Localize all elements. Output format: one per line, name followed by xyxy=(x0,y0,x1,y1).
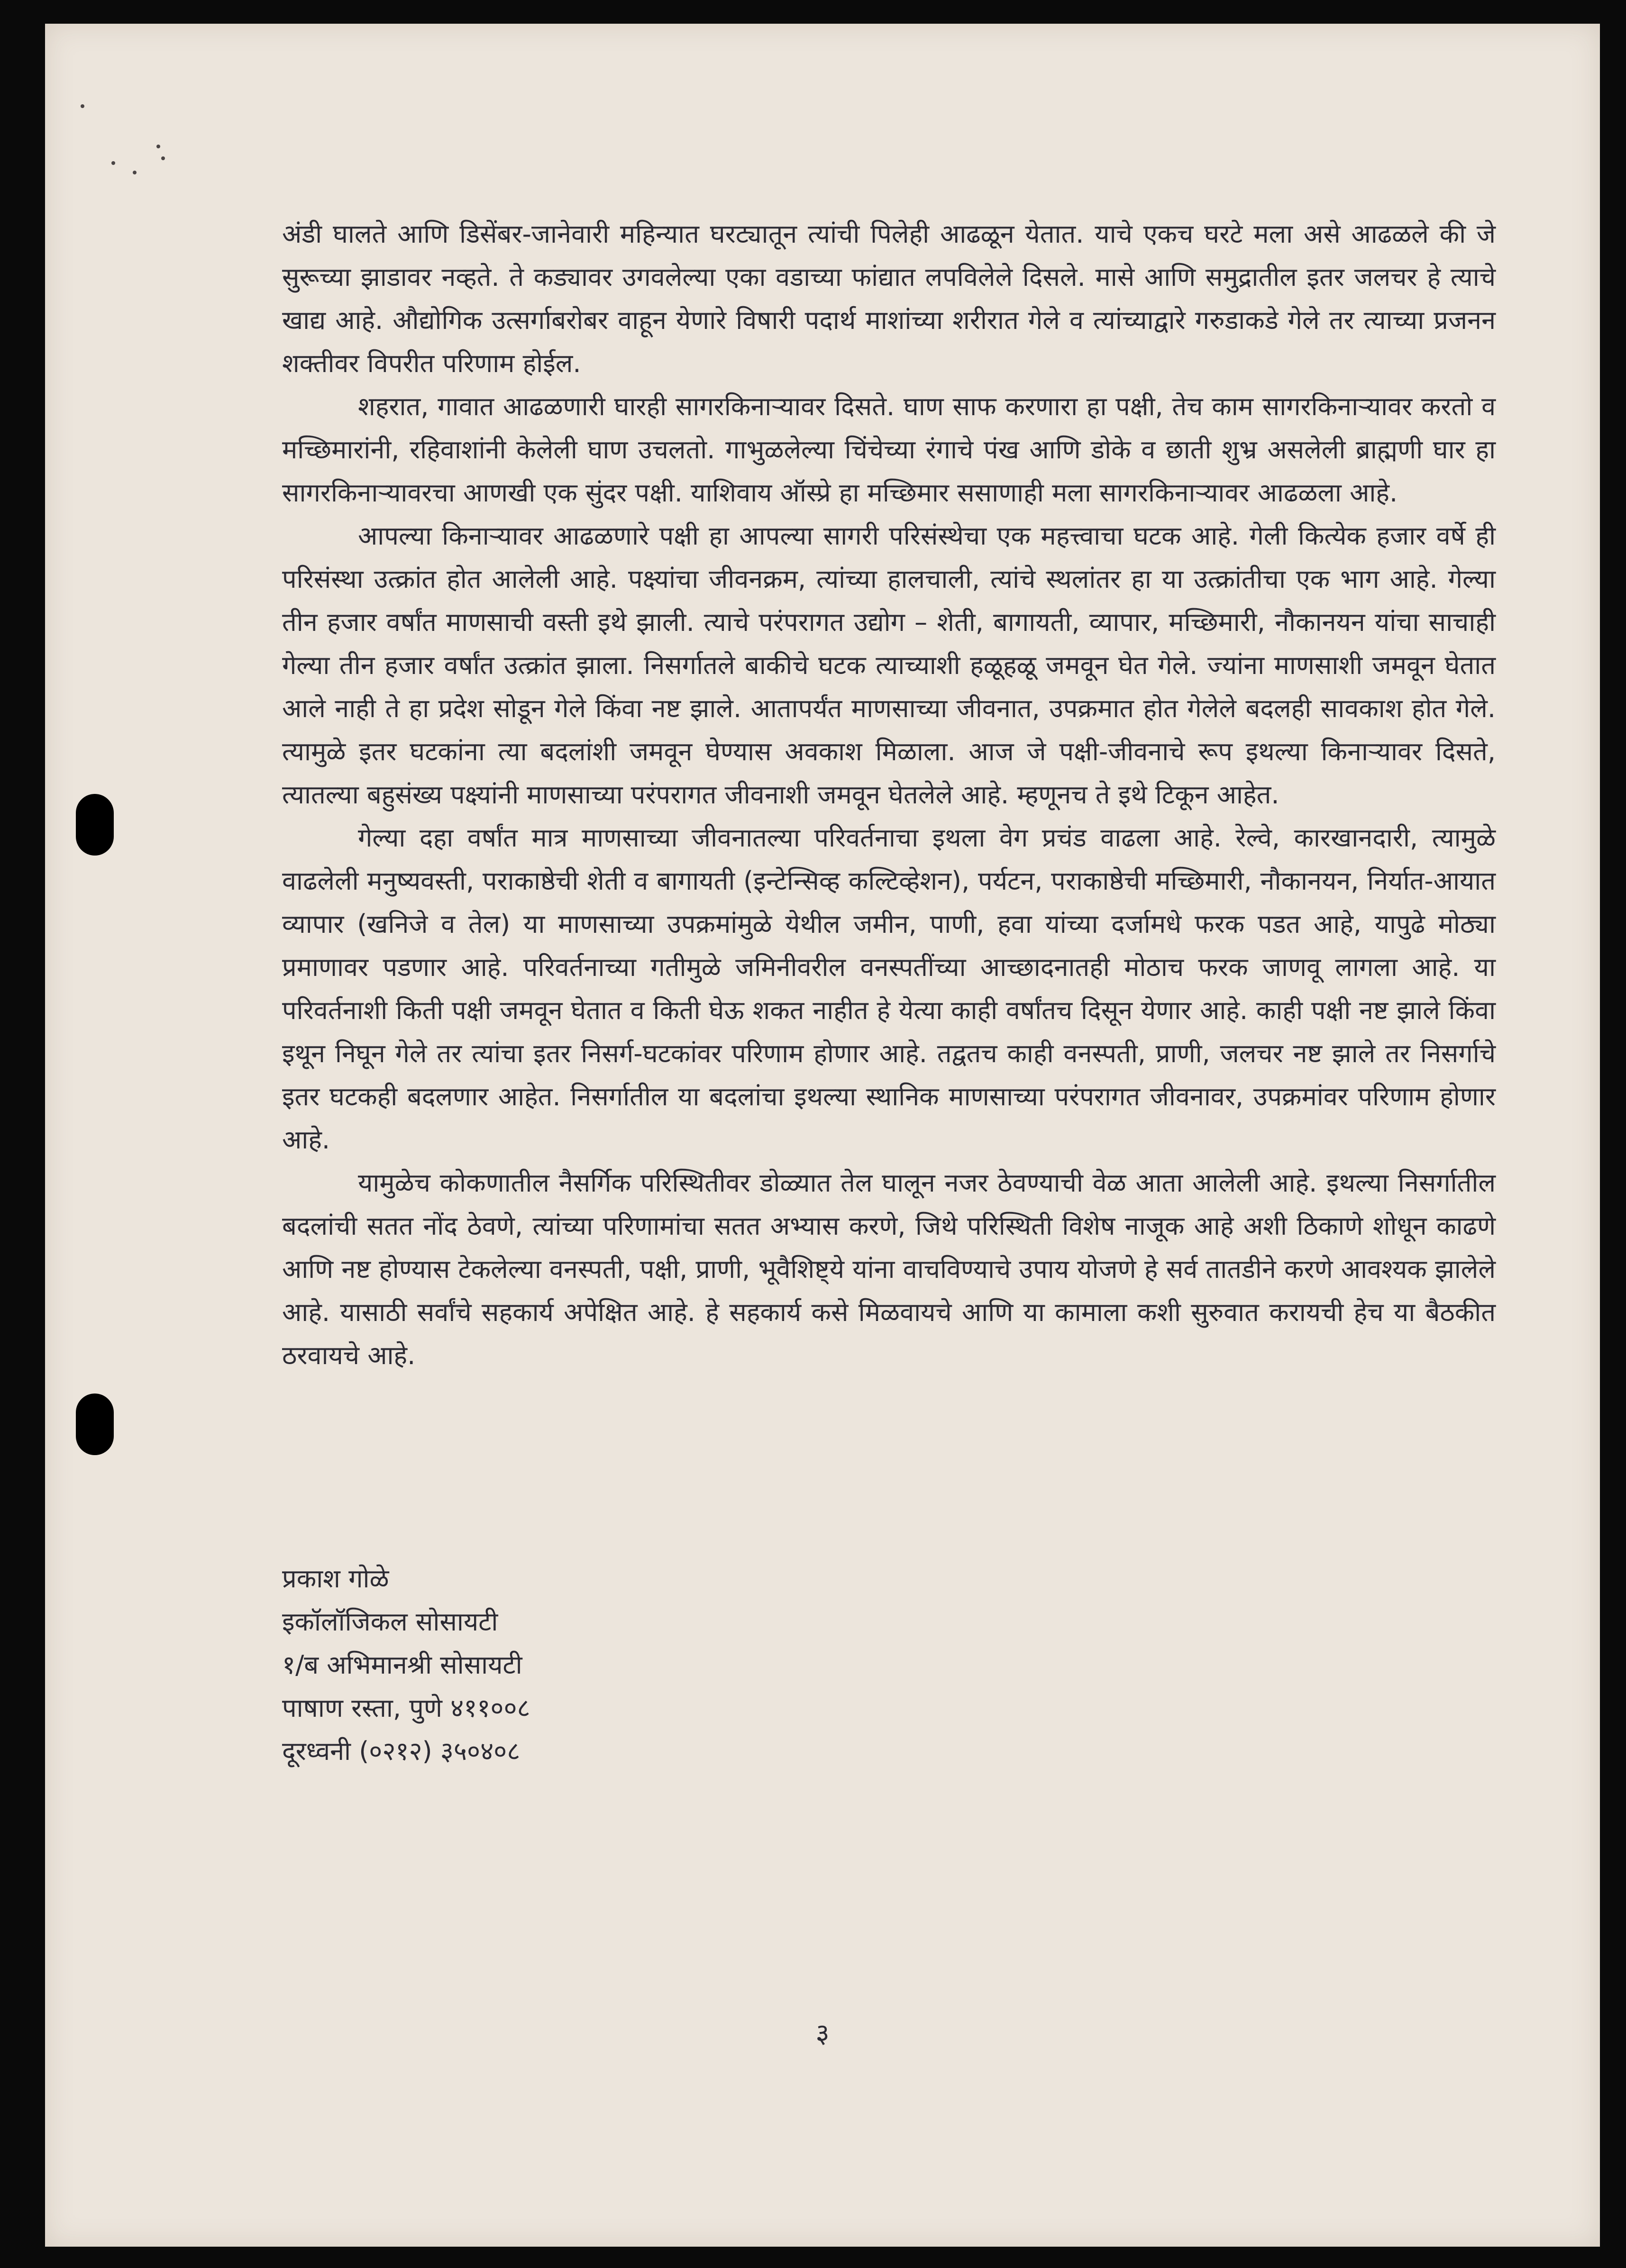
document-page xyxy=(45,24,1600,2247)
ink-speck xyxy=(161,156,165,160)
signature-address-line1: १/ब अभिमानश्री सोसायटी xyxy=(282,1650,522,1680)
ink-speck xyxy=(133,171,137,174)
paragraph-4: गेल्या दहा वर्षांत मात्र माणसाच्या जीवनातल्या परिवर्तनाचा इथला वेग प्रचंड वाढला आहे. रेल्वे, कारखानदारी, त्यामुळे वाढलेली मनुष्यवस्ती, पराकाष्ठेची शेती व बागायती (इन्टेन्सिव्ह कल्टिव्हेशन), पर्यटन, पराकाष्ठेची मच्छिमारी, नौकानयन, निर्यात-आयात व्यापार (खनिजे व तेल) या माणसाच्या उपक्रमांमुळे येथील जमीन, पाणी, हवा यांच्या दर्जामधे फरक पडत आहे, यापुढे मोठ्या प्रमाणावर पडणार आहे. परिवर्तनाच्या गतीमुळे जमिनीवरील वनस्पतींच्या आच्छादनातही मोठाच फरक जाणवू लागला आहे. या परिवर्तनाशी किती पक्षी जमवून घेतात व किती घेऊ शकत नाहीत हे येत्या काही वर्षांतच दिसून येणार आहे. काही पक्षी नष्ट झाले किंवा इथून निघून गेले तर त्यांचा इतर निसर्ग-घटकांवर परिणाम होणार आहे. तद्वतच काही वनस्पती, प्राणी, जलचर नष्ट झाले तर निसर्गाचे इतर घटकही बदलणार आहेत. निसर्गातील या बदलांचा इथल्या स्थानिक माणसाच्या परंपरागत जीवनावर, उपक्रमांवर परिणाम होणार आहे. xyxy=(282,823,1496,1155)
body-text xyxy=(282,212,1496,1377)
punch-hole-top xyxy=(76,794,114,856)
ink-speck xyxy=(156,145,160,148)
signature-name: प्रकाश गोळे xyxy=(282,1564,389,1594)
paragraph-5: यामुळेच कोकणातील नैसर्गिक परिस्थितीवर डोळ्यात तेल घालून नजर ठेवण्याची वेळ आता आलेली आहे. इथल्या निसर्गातील बदलांची सतत नोंद ठेवणे, त्यांच्या परिणामांचा सतत अभ्यास करणे, जिथे परिस्थिती विशेष नाजूक आहे अशी ठिकाणे शोधून काढणे आणि नष्ट होण्यास टेकलेल्या वनस्पती, पक्षी, प्राणी, भूवैशिष्ट्ये यांना वाचविण्याचे उपाय योजणे हे सर्व तातडीने करणे आवश्यक झालेले आहे. यासाठी सर्वांचे सहकार्य अपेक्षित आहे. हे सहकार्य कसे मिळवायचे आणि या कामाला कशी सुरुवात करायची हेच या बैठकीत ठरवायचे आहे. xyxy=(282,1168,1496,1370)
paragraph-1: अंडी घालते आणि डिसेंबर-जानेवारी महिन्यात घरट्यातून त्यांची पिलेही आढळून येतात. याचे एकच घरटे मला असे आढळले की जे सुरूच्या झाडावर नव्हते. ते कड्यावर उगवलेल्या एका वडाच्या फांद्यात लपविलेले दिसले. मासे आणि समुद्रातील इतर जलचर हे त्याचे खाद्य आहे. औद्योगिक उत्सर्गाबरोबर वाहून येणारे विषारी पदार्थ माशांच्या शरीरात गेले व त्यांच्याद्वारे गरुडाकडे गेले तर त्याच्या प्रजनन शक्तीवर विपरीत परिणाम होईल. xyxy=(282,219,1496,378)
signature-address-line2: पाषाण रस्ता, पुणे ४११००८ xyxy=(282,1693,530,1723)
ink-speck xyxy=(111,161,115,165)
paragraph-2: शहरात, गावात आढळणारी घारही सागरकिनाऱ्यावर दिसते. घाण साफ करणारा हा पक्षी, तेच काम सागरकिनाऱ्यावर करतो व मच्छिमारांनी, रहिवाशांनी केलेली घाण उचलतो. गाभुळलेल्या चिंचेच्या रंगाचे पंख आणि डोके व छाती शुभ्र असलेली ब्राह्मणी घार हा सागरकिनाऱ्यावरचा आणखी एक सुंदर पक्षी. याशिवाय ऑस्प्रे हा मच्छिमार ससाणाही मला सागरकिनाऱ्यावर आढळला आहे. xyxy=(282,392,1496,508)
punch-hole-bottom xyxy=(76,1394,114,1455)
signature-block xyxy=(282,1557,530,1773)
signature-organization: इकॉलॉजिकल सोसायटी xyxy=(282,1607,498,1637)
signature-phone: दूरध्वनी (०२१२) ३५०४०८ xyxy=(282,1736,521,1766)
page-number: ३ xyxy=(815,2018,830,2049)
paragraph-3: आपल्या किनाऱ्यावर आढळणारे पक्षी हा आपल्या सागरी परिसंस्थेचा एक महत्त्वाचा घटक आहे. गेली कित्येक हजार वर्षे ही परिसंस्था उत्क्रांत होत आलेली आहे. पक्ष्यांचा जीवनक्रम, त्यांच्या हालचाली, त्यांचे स्थलांतर हा या उत्क्रांतीचा एक भाग आहे. गेल्या तीन हजार वर्षांत माणसाची वस्ती इथे झाली. त्याचे परंपरागत उद्योग – शेती, बागायती, व्यापार, मच्छिमारी, नौकानयन यांचा साचाही गेल्या तीन हजार वर्षांत उत्क्रांत झाला. निसर्गातले बाकीचे घटक त्याच्याशी हळूहळू जमवून घेत गेले. ज्यांना माणसाशी जमवून घेतात आले नाही ते हा प्रदेश सोडून गेले किंवा नष्ट झाले. आतापर्यंत माणसाच्या जीवनात, उपक्रमात होत गेलेले बदलही सावकाश होत गेले. त्यामुळे इतर घटकांना त्या बदलांशी जमवून घेण्यास अवकाश मिळाला. आज जे पक्षी-जीवनाचे रूप इथल्या किनाऱ्यावर दिसते, त्यातल्या बहुसंख्य पक्ष्यांनी माणसाच्या परंपरागत जीवनाशी जमवून घेतलेले आहे. म्हणूनच ते इथे टिकून आहेत. xyxy=(282,521,1496,810)
ink-speck xyxy=(81,104,84,108)
